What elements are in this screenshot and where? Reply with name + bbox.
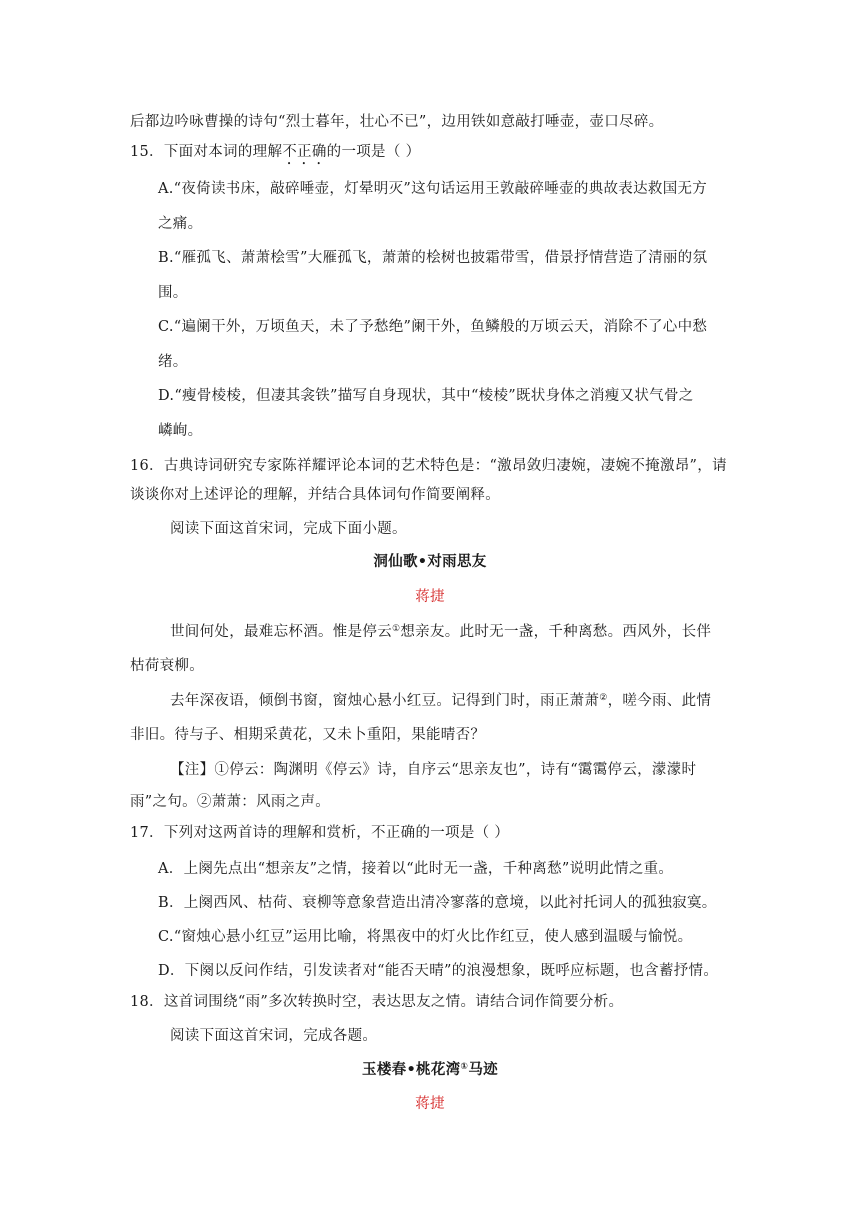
poem-1-author: 蒋捷 [415, 589, 445, 605]
option-17a: A．上阕先点出“想亲友”之情，接着以“此时无一盏，千种离愁”说明此情之重。 [158, 861, 674, 877]
poem-2-author: 蒋捷 [415, 1096, 445, 1112]
question-16-line2: 谈谈你对上述评论的理解，并结合具体词句作简要阐释。 [130, 487, 500, 503]
text-segment: 世间何处，最难忘杯酒。惟是停云 [170, 624, 392, 640]
option-15a-line2: 之痛。 [158, 216, 203, 232]
question-15-emphasis: 不正确 [282, 144, 327, 160]
option-15a-line1: A.“夜倚读书床，敲碎唾壶，灯晕明灭”这句话运用王敦敲碎唾壶的典故表达救国无方 [158, 181, 708, 197]
footnote-marker: ① [392, 624, 401, 634]
question-18: 18．这首词围绕“雨”多次转换时空，表达思友之情。请结合词作简要分析。 [130, 994, 624, 1010]
reading-instruction-2: 阅读下面这首宋词，完成各题。 [170, 1028, 378, 1044]
poem-1-title: 洞仙歌•对雨思友 [373, 554, 487, 570]
option-15d-line2: 嶙峋。 [158, 423, 203, 439]
poem-1-stanza-2-line2: 非旧。待与子、相期采黄花，又未卜重阳，果能晴否？ [130, 727, 486, 743]
text-segment: 玉楼春•桃花湾 [362, 1062, 461, 1078]
footnote-marker: ① [460, 1062, 469, 1072]
poem-1-stanza-2-line1 [170, 691, 770, 711]
question-15-prefix: 15．下面对本词的理解 [130, 144, 283, 160]
option-15b-line1: B.“雁孤飞、萧萧桧雪”大雁孤飞，萧萧的桧树也披霜带雪，借景抒情营造了清丽的氛 [158, 250, 708, 266]
text-segment: ，嗟今雨、此情 [607, 693, 712, 709]
text-segment: 马迹 [468, 1062, 498, 1078]
option-15b-line2: 围。 [158, 285, 188, 301]
text-segment: 想亲友。此时无一盏，千种离愁。西风外，长伴 [400, 624, 712, 640]
question-16-line1: 16．古典诗词研究专家陈祥耀评论本词的艺术特色是：“激昂敛归凄婉，凄婉不掩激昂”，请 [130, 458, 727, 474]
question-15 [130, 142, 730, 168]
text-segment: 去年深夜语，倾倒书窗，窗烛心悬小红豆。记得到门时，雨正萧萧 [170, 693, 600, 709]
reading-instruction-1: 阅读下面这首宋词，完成下面小题。 [170, 521, 407, 537]
poem-1-stanza-1-line2: 枯荷衰柳。 [130, 658, 204, 674]
option-17c: C.“窗烛心悬小红豆”运用比喻，将黑夜中的灯火比作红豆，使人感到温暖与愉悦。 [158, 929, 693, 945]
paragraph-line: 后都边吟咏曹操的诗句“烈士暮年，壮心不已”，边用铁如意敲打唾壶，壶口尽碎。 [130, 114, 664, 130]
option-15d-line1: D.“瘦骨棱棱，但凄其衾铁”描写自身现状，其中“棱棱”既状身体之消瘦又状气骨之 [158, 388, 694, 404]
question-17: 17．下列对这两首诗的理解和赏析，不正确的一项是（ ） [130, 825, 510, 841]
option-15c-line2: 绪。 [158, 354, 188, 370]
poem-1-note-line2: 雨”之句。②萧萧：风雨之声。 [130, 794, 331, 810]
poem-2-title [0, 1060, 860, 1080]
option-15c-line1: C.“遍阑干外，万顷鱼天，未了予愁绝”阑干外，鱼鳞般的万顷云天，消除不了心中愁 [158, 319, 708, 335]
option-17b: B．上阕西风、枯荷、衰柳等意象营造出清冷寥落的意境，以此衬托词人的孤独寂寞。 [158, 895, 717, 911]
option-17d: D．下阕以反问作结，引发读者对“能否天晴”的浪漫想象，既呼应标题，也含蓄抒情。 [158, 963, 719, 979]
poem-1-stanza-1-line1 [170, 622, 770, 642]
footnote-marker: ② [599, 693, 608, 703]
question-15-suffix: 的一项是（ ） [326, 144, 421, 160]
poem-1-note-line1: 【注】①停云：陶渊明《停云》诗，自序云“思亲友也”，诗有“霭霭停云，濛濛时 [170, 762, 697, 778]
